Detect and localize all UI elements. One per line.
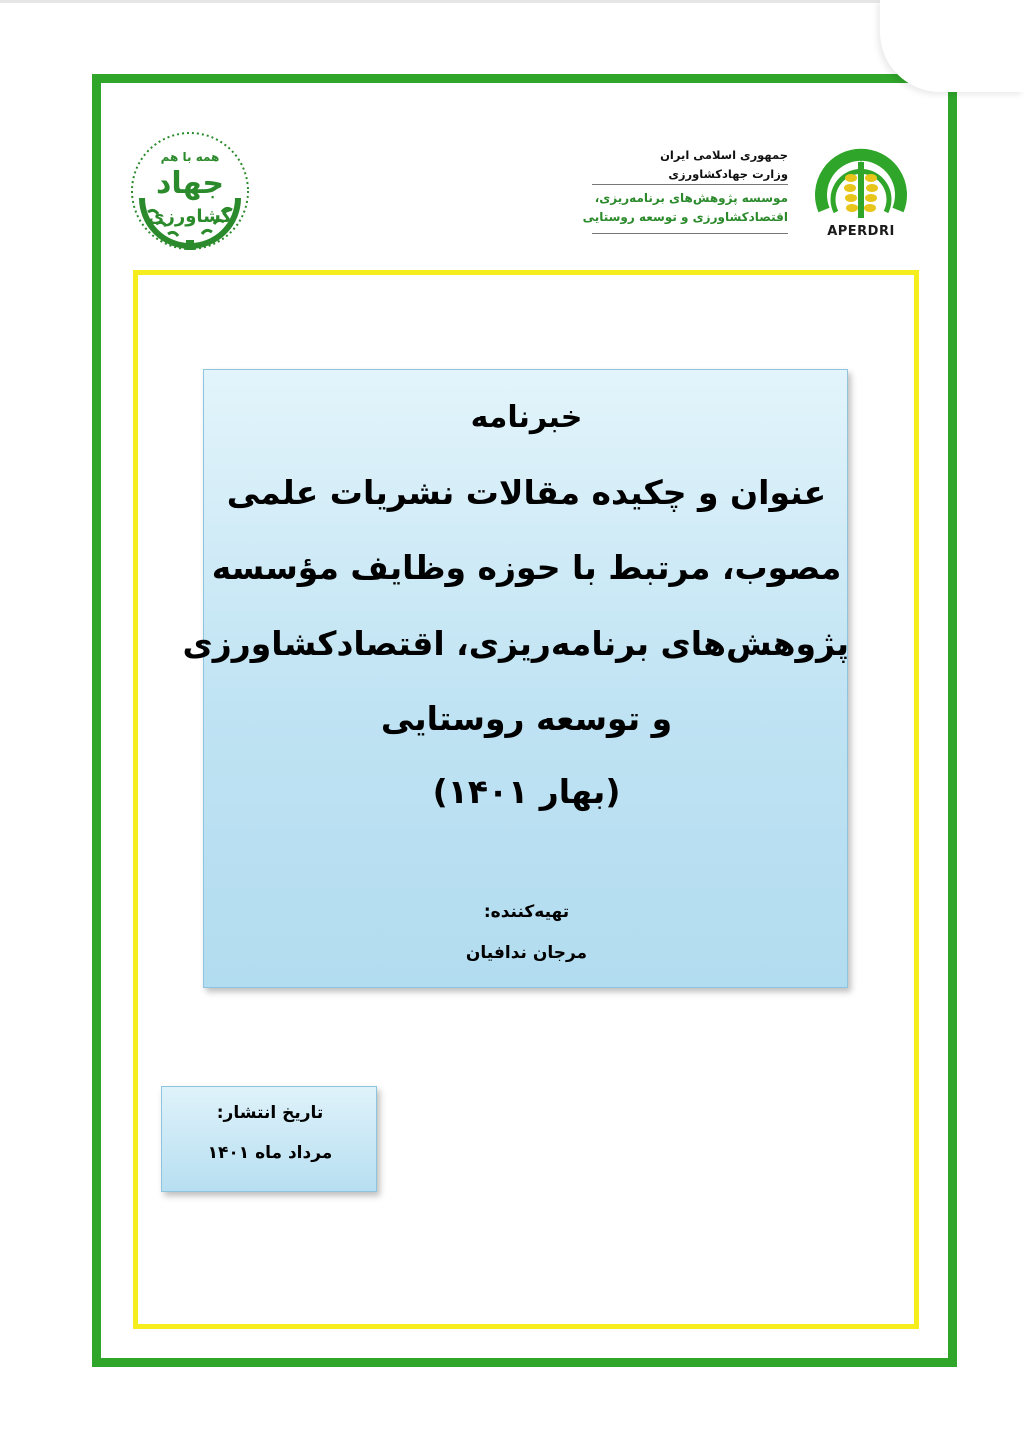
header: [0, 0, 1024, 270]
logo-sub-text: کشاورزی: [148, 206, 232, 227]
title-line-1: عنوان و چکیده مقالات نشریات علمی: [226, 473, 827, 512]
title-line-season: (بهار ۱۴۰۱): [432, 772, 621, 811]
logo-slogan: همه با هم: [160, 150, 220, 164]
newsletter-heading: خبرنامه: [470, 400, 583, 435]
logo-main-text: جهاد: [155, 166, 225, 201]
publication-date-label: تاریخ انتشار:: [216, 1103, 324, 1123]
prepared-by-label: تهیه‌کننده:: [483, 902, 570, 922]
publication-date-box: [161, 1086, 377, 1192]
institute-line-2: اقتصادکشاورزی و توسعه روستایی: [582, 210, 788, 224]
institute-line-1: موسسه پژوهش‌های برنامه‌ریزی،: [594, 191, 788, 205]
aperdri-label: APERDRI: [827, 224, 895, 239]
jahad-keshavarzi-logo-icon: [128, 128, 252, 254]
title-box: [182, 369, 849, 988]
gov-line-republic: جمهوری اسلامی ایران: [660, 148, 788, 162]
title-line-2: مصوب، مرتبط با حوزه وظایف مؤسسه: [211, 548, 842, 587]
institute-name-box: [582, 184, 788, 234]
prepared-by-name: مرجان ندافیان: [465, 943, 588, 963]
title-line-3: پژوهش‌های برنامه‌ریزی، اقتصادکشاورزی: [182, 624, 849, 663]
ministry-lines: [630, 146, 788, 184]
publication-date-value: مرداد ماه ۱۴۰۱: [207, 1143, 333, 1163]
gov-line-ministry: وزارت جهادکشاورزی: [668, 167, 788, 181]
title-line-4: و توسعه روستایی: [380, 699, 673, 738]
